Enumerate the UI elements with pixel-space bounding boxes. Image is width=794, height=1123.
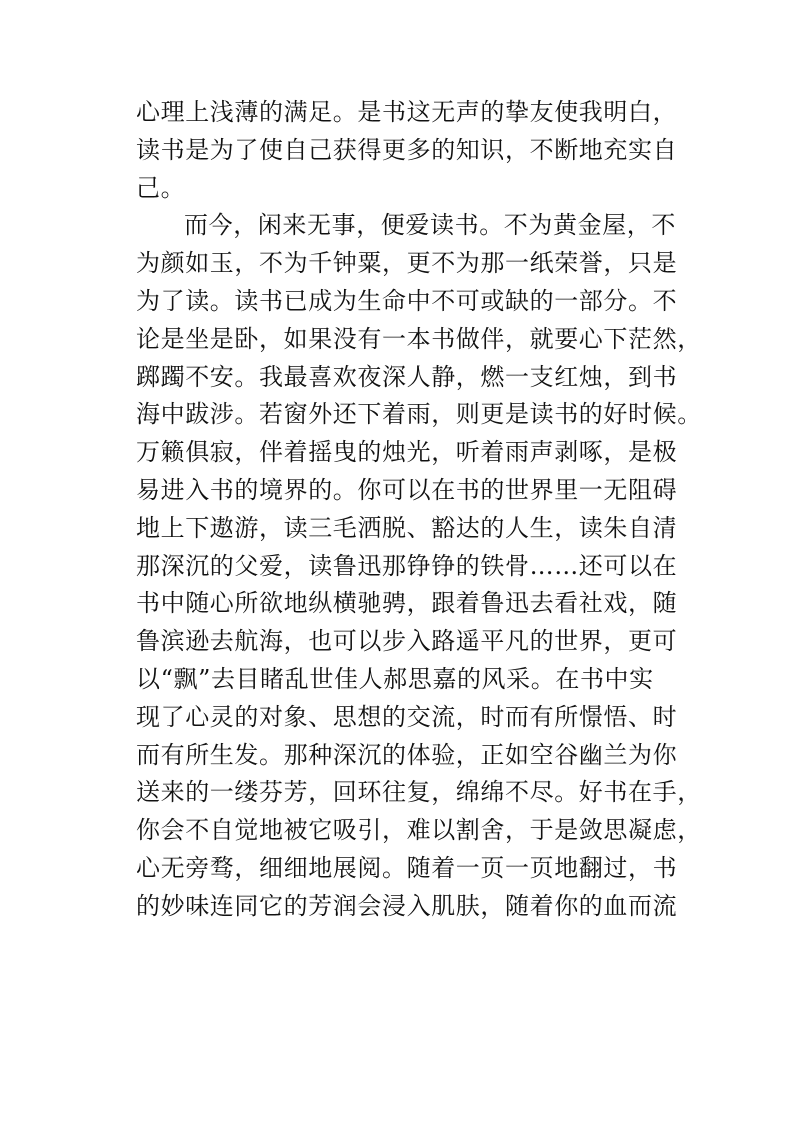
text-line: 以“飘”去目睹乱世佳人郝思嘉的风采。在书中实	[136, 664, 654, 693]
essay-text	[136, 94, 702, 926]
text-line: 的妙味连同它的芳润会浸入肌肤，随着你的血而流	[136, 891, 678, 920]
text-line: 而有所生发。那种深沉的体验，正如空谷幽兰为你	[136, 740, 678, 769]
text-line: 送来的一缕芬芳，回环往复，绵绵不尽。好书在手，	[136, 778, 702, 807]
text-line: 为颜如玉，不为千钟粟，更不为那一纸荣誉，只是	[136, 249, 678, 278]
text-line: 那深沉的父爱，读鲁迅那铮铮的铁骨……还可以在	[136, 551, 678, 580]
text-line: 论是坐是卧，如果没有一本书做伴，就要心下茫然，	[136, 324, 702, 353]
text-line: 书中随心所欲地纵横驰骋，跟着鲁迅去看社戏，随	[136, 589, 678, 618]
paragraph-start-line: 而今，闲来无事，便爱读书。不为黄金屋，不	[184, 211, 676, 240]
text-line: 己。	[136, 173, 186, 202]
text-line: 为了读。读书已成为生命中不可或缺的一部分。不	[136, 286, 678, 315]
text-line: 地上下遨游，读三毛洒脱、豁达的人生，读朱自清	[136, 513, 678, 542]
text-line: 读书是为了使自己获得更多的知识，不断地充实自	[136, 135, 678, 164]
text-line: 踯躅不安。我最喜欢夜深人静，燃一支红烛，到书	[136, 362, 678, 391]
text-line: 鲁滨逊去航海，也可以步入路遥平凡的世界，更可	[136, 627, 678, 656]
text-line: 海中跋涉。若窗外还下着雨，则更是读书的好时候。	[136, 400, 702, 429]
text-line: 易进入书的境界的。你可以在书的世界里一无阻碍	[136, 475, 678, 504]
text-line: 心理上浅薄的满足。是书这无声的挚友使我明白，	[136, 98, 678, 126]
text-line: 你会不自觉地被它吸引，难以割舍，于是敛思凝虑，	[136, 816, 702, 845]
text-line: 心无旁骛，细细地展阅。随着一页一页地翻过，书	[136, 853, 678, 882]
text-line: 万籁俱寂，伴着摇曳的烛光，听着雨声剥啄，是极	[136, 438, 678, 467]
text-line: 现了心灵的对象、思想的交流，时而有所憬悟、时	[136, 702, 678, 731]
